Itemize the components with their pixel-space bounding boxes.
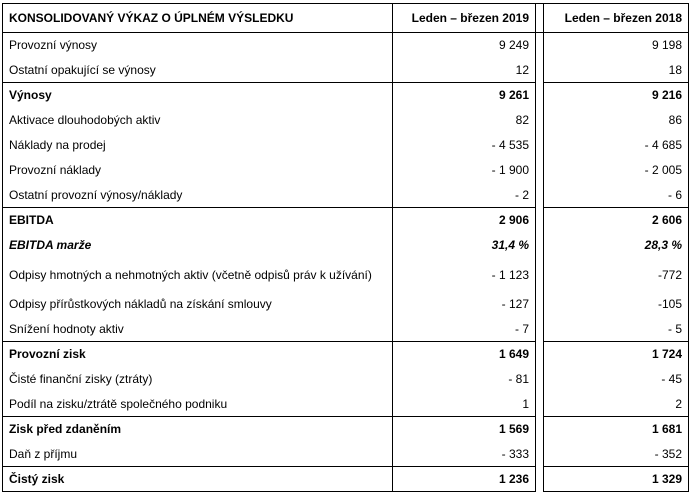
row-value-2019: 9 261 [393, 83, 536, 108]
row-value-2019: 1 569 [393, 417, 536, 442]
row-label: Ostatní provozní výnosy/náklady [3, 183, 393, 208]
column-gap [536, 83, 544, 108]
row-label: EBITDA marže [3, 233, 393, 258]
row-label: EBITDA [3, 208, 393, 233]
row-label: Daň z příjmu [3, 442, 393, 467]
row-value-2018: 1 681 [544, 417, 689, 442]
row-value-2018: 18 [544, 58, 689, 83]
row-value-2018: - 5 [544, 317, 689, 342]
table-row [3, 108, 689, 133]
column-gap [536, 158, 544, 183]
column-header-2018: Leden – březen 2018 [544, 4, 689, 33]
table-body [3, 33, 689, 492]
table-row [3, 83, 689, 108]
column-gap [536, 367, 544, 392]
column-gap [536, 133, 544, 158]
table-row [3, 208, 689, 233]
table-row [3, 467, 689, 492]
row-value-2019: - 7 [393, 317, 536, 342]
column-gap [536, 417, 544, 442]
column-gap [536, 208, 544, 233]
row-value-2018: 2 [544, 392, 689, 417]
row-value-2019: - 1 123 [393, 258, 536, 292]
table-row [3, 258, 689, 292]
table-row [3, 367, 689, 392]
row-value-2019: 2 906 [393, 208, 536, 233]
row-label: Výnosy [3, 83, 393, 108]
row-value-2018: 1 329 [544, 467, 689, 492]
row-label: Provozní zisk [3, 342, 393, 367]
row-value-2018: 2 606 [544, 208, 689, 233]
row-value-2018: 9 198 [544, 33, 689, 58]
column-header-2019: Leden – březen 2019 [393, 4, 536, 33]
row-value-2019: 1 649 [393, 342, 536, 367]
row-value-2019: 9 249 [393, 33, 536, 58]
row-label: Zisk před zdaněním [3, 417, 393, 442]
row-value-2018: -105 [544, 292, 689, 317]
row-label: Náklady na prodej [3, 133, 393, 158]
row-value-2019: - 333 [393, 442, 536, 467]
row-value-2018: 86 [544, 108, 689, 133]
table-row [3, 392, 689, 417]
table-row [3, 317, 689, 342]
row-value-2018: 9 216 [544, 83, 689, 108]
row-value-2019: - 4 535 [393, 133, 536, 158]
row-value-2018: - 6 [544, 183, 689, 208]
row-value-2018: 1 724 [544, 342, 689, 367]
row-value-2019: 82 [393, 108, 536, 133]
row-value-2018: - 45 [544, 367, 689, 392]
row-value-2019: - 1 900 [393, 158, 536, 183]
row-label: Provozní náklady [3, 158, 393, 183]
row-value-2019: 1 236 [393, 467, 536, 492]
column-gap [536, 342, 544, 367]
column-gap [536, 233, 544, 258]
row-value-2018: 28,3 % [544, 233, 689, 258]
table-row [3, 133, 689, 158]
row-value-2019: - 2 [393, 183, 536, 208]
row-label: Ostatní opakující se výnosy [3, 58, 393, 83]
row-value-2019: - 127 [393, 292, 536, 317]
column-gap [536, 108, 544, 133]
column-gap [536, 183, 544, 208]
table-title: KONSOLIDOVANÝ VÝKAZ O ÚPLNÉM VÝSLEDKU [3, 4, 393, 33]
column-gap [536, 317, 544, 342]
row-value-2019: 31,4 % [393, 233, 536, 258]
row-label: Provozní výnosy [3, 33, 393, 58]
row-value-2018: - 352 [544, 442, 689, 467]
column-gap [536, 442, 544, 467]
row-value-2019: - 81 [393, 367, 536, 392]
income-statement-table [2, 3, 689, 492]
column-gap [536, 292, 544, 317]
column-gap [536, 4, 544, 33]
column-gap [536, 258, 544, 292]
table-row [3, 183, 689, 208]
row-label: Snížení hodnoty aktiv [3, 317, 393, 342]
table-row [3, 58, 689, 83]
row-label: Odpisy hmotných a nehmotných aktiv (včetně odpisů práv k užívání) [3, 258, 393, 292]
table-row [3, 233, 689, 258]
row-value-2018: -772 [544, 258, 689, 292]
column-gap [536, 58, 544, 83]
row-value-2019: 12 [393, 58, 536, 83]
column-gap [536, 467, 544, 492]
row-value-2018: - 4 685 [544, 133, 689, 158]
table-header-row [3, 4, 689, 33]
row-label: Podíl na zisku/ztrátě společného podniku [3, 392, 393, 417]
column-gap [536, 392, 544, 417]
income-statement [2, 3, 688, 492]
table-row [3, 442, 689, 467]
table-row [3, 342, 689, 367]
row-label: Aktivace dlouhodobých aktiv [3, 108, 393, 133]
column-gap [536, 33, 544, 58]
table-row [3, 292, 689, 317]
row-label: Čisté finanční zisky (ztráty) [3, 367, 393, 392]
table-row [3, 33, 689, 58]
table-row [3, 158, 689, 183]
row-label: Čistý zisk [3, 467, 393, 492]
row-value-2018: - 2 005 [544, 158, 689, 183]
row-label: Odpisy přírůstkových nákladů na získání smlouvy [3, 292, 393, 317]
table-row [3, 417, 689, 442]
row-value-2019: 1 [393, 392, 536, 417]
